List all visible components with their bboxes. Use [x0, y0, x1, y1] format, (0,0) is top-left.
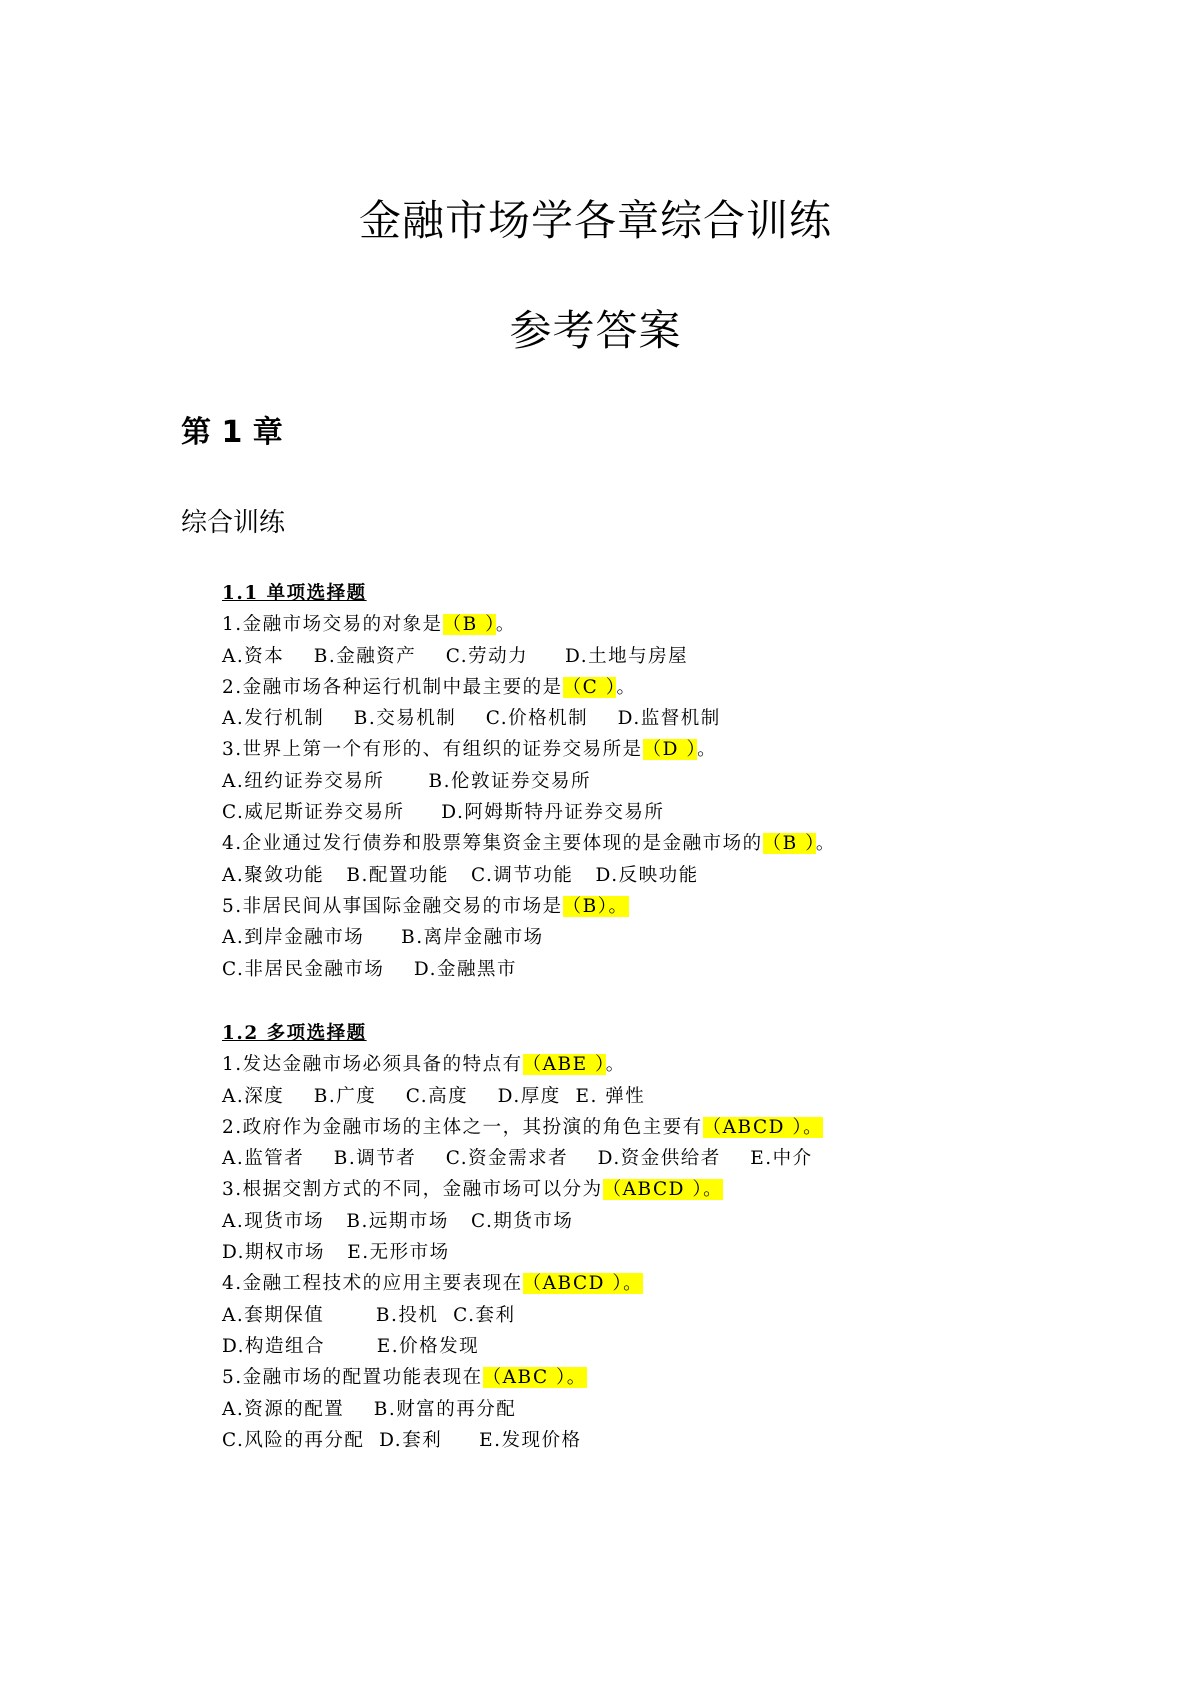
- options-line: [222, 641, 836, 672]
- options-text: A.聚敛功能 B.配置功能 C.调节功能 D.反映功能: [222, 864, 699, 886]
- punctuation: 。: [495, 614, 516, 636]
- options-line: [222, 1300, 823, 1331]
- question-line: [222, 1268, 823, 1299]
- options-text: A.发行机制 B.交易机制 C.价格机制 D.监督机制: [222, 708, 721, 730]
- options-line: [222, 1206, 823, 1237]
- question-list: [222, 1049, 823, 1456]
- options-text: A.深度 B.广度 C.高度 D.厚度 E. 弹性: [222, 1085, 646, 1107]
- options-line: [222, 1143, 823, 1174]
- options-text: A.现货市场 B.远期市场 C.期货市场: [222, 1210, 574, 1232]
- document-subtitle: 参考答案: [509, 306, 682, 355]
- punctuation: 。: [815, 833, 836, 855]
- question-text: 3.世界上第一个有形的、有组织的证券交易所是: [222, 739, 643, 761]
- answer-highlight: （B ）: [442, 614, 496, 636]
- answer-highlight: （ABE ）: [522, 1054, 606, 1076]
- options-text: A.资源的配置 B.财富的再分配: [222, 1398, 517, 1420]
- options-text: D.构造组合 E.价格发现: [222, 1335, 480, 1357]
- question-text: 1.发达金融市场必须具备的特点有: [222, 1054, 523, 1076]
- chapter-heading: 第 1 章: [181, 415, 283, 450]
- question-line: [222, 734, 836, 765]
- section-heading: 综合训练: [181, 508, 286, 538]
- section-title: 1.2 多项选择题: [222, 1023, 367, 1044]
- options-line: [222, 703, 836, 734]
- question-text: 5.非居民间从事国际金融交易的市场是: [222, 895, 563, 917]
- document-title: 金融市场学各章综合训练: [358, 196, 832, 245]
- question-line: [222, 1362, 823, 1393]
- options-line: [222, 797, 836, 828]
- options-line: [222, 954, 836, 985]
- question-line: [222, 672, 836, 703]
- options-text: C.威尼斯证券交易所 D.阿姆斯特丹证券交易所: [222, 802, 665, 824]
- options-text: C.风险的再分配 D.套利 E.发现价格: [222, 1429, 582, 1451]
- question-text: 3.根据交割方式的不同，金融市场可以分为: [222, 1179, 603, 1201]
- options-line: [222, 1425, 823, 1456]
- question-line: [222, 609, 836, 640]
- options-line: [222, 1081, 823, 1112]
- punctuation: 。: [605, 1054, 626, 1076]
- section-title: 1.1 单项选择题: [222, 583, 367, 604]
- answer-highlight: （C ）: [562, 676, 617, 698]
- options-text: D.期权市场 E.无形市场: [222, 1242, 450, 1264]
- options-text: A.资本 B.金融资产 C.劳动力 D.土地与房屋: [222, 645, 689, 667]
- answer-highlight: （ABCD ）。: [522, 1273, 644, 1295]
- question-text: 4.金融工程技术的应用主要表现在: [222, 1273, 523, 1295]
- answer-highlight: （ABC ）。: [482, 1367, 587, 1389]
- question-text: 1.金融市场交易的对象是: [222, 614, 443, 636]
- options-text: A.到岸金融市场 B.离岸金融市场: [222, 927, 544, 949]
- answer-highlight: （ABCD ）。: [702, 1116, 824, 1138]
- options-text: A.套期保值 B.投机 C.套利: [222, 1304, 516, 1326]
- question-line: [222, 1174, 823, 1205]
- question-text: 2.金融市场各种运行机制中最主要的是: [222, 676, 563, 698]
- question-line: [222, 1112, 823, 1143]
- question-line: [222, 1049, 823, 1080]
- options-line: [222, 1394, 823, 1425]
- options-line: [222, 1331, 823, 1362]
- answer-highlight: （D ）: [642, 739, 698, 761]
- section-single-choice: [222, 578, 836, 985]
- options-line: [222, 922, 836, 953]
- options-text: A.监管者 B.调节者 C.资金需求者 D.资金供给者 E.中介: [222, 1148, 813, 1170]
- question-line: [222, 828, 836, 859]
- answer-highlight: （B）。: [562, 895, 629, 917]
- answer-highlight: （ABCD ）。: [602, 1179, 724, 1201]
- options-line: [222, 860, 836, 891]
- question-text: 2.政府作为金融市场的主体之一，其扮演的角色主要有: [222, 1116, 703, 1138]
- question-text: 5.金融市场的配置功能表现在: [222, 1367, 483, 1389]
- options-line: [222, 766, 836, 797]
- answer-highlight: （B ）: [762, 833, 816, 855]
- options-text: C.非居民金融市场 D.金融黑市: [222, 958, 517, 980]
- punctuation: 。: [616, 676, 637, 698]
- section-multiple-choice: [222, 1018, 823, 1456]
- question-line: [222, 891, 836, 922]
- punctuation: 。: [697, 739, 718, 761]
- options-text: A.纽约证券交易所 B.伦敦证券交易所: [222, 770, 592, 792]
- question-list: [222, 609, 836, 985]
- question-text: 4.企业通过发行债券和股票筹集资金主要体现的是金融市场的: [222, 833, 763, 855]
- options-line: [222, 1237, 823, 1268]
